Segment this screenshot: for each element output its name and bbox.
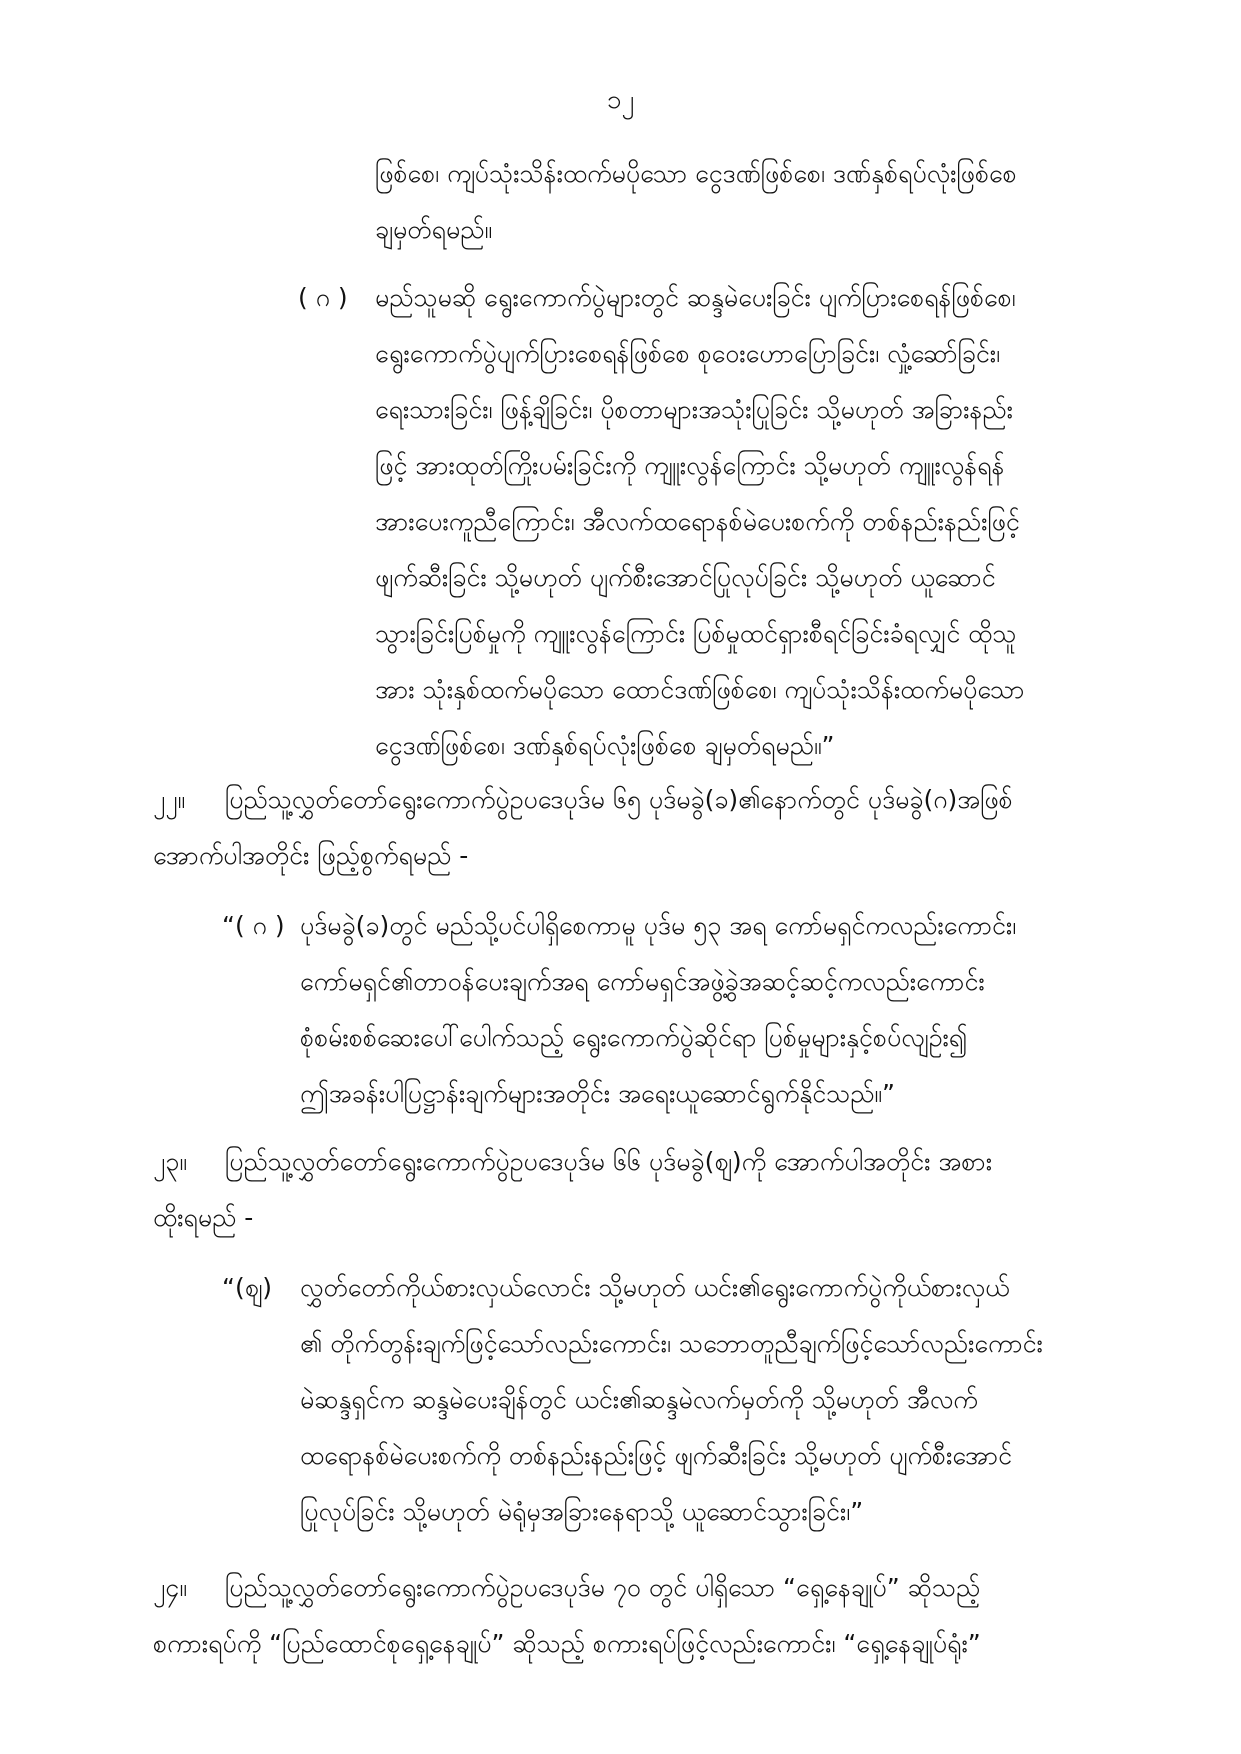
- section-23-quote-label: “(ဈ): [222, 1273, 273, 1302]
- section-22-quote-body: [300, 898, 1155, 1122]
- text-line: ပြုလုပ်ခြင်း သို့မဟုတ် မဲရုံမှအခြားနေရာသို့ ယူဆောင်သွားခြင်း၊”: [300, 1497, 864, 1526]
- text-line: ၂၂။ ပြည်သူ့လွှတ်တော်ရွေးကောက်ပွဲဥပဒေပုဒ်မ ၆၅ ပုဒ်မခွဲ(ခ)၏နောက်တွင် ပုဒ်မခွဲ(ဂ)အဖြစ်: [153, 772, 1155, 828]
- text-line: ငွေဒဏ်ဖြစ်စေ၊ ဒဏ်နှစ်ရပ်လုံးဖြစ်စေ ချမှတ်ရမည်။”: [375, 731, 835, 760]
- text-line: ထိုးရမည် -: [153, 1203, 254, 1232]
- text-line: အား သုံးနှစ်ထက်မပိုသော ထောင်ဒဏ်ဖြစ်စေ၊ ကျပ်သုံးသိန်းထက်မပိုသော: [375, 675, 1025, 704]
- page-number: ၁၂: [606, 85, 635, 115]
- section-22-quote-label: “( ဂ ): [222, 911, 285, 940]
- text-line: ချမှတ်ရမည်။: [375, 215, 493, 244]
- text-line: ဖြင့် အားထုတ်ကြိုးပမ်းခြင်းကို ကျူးလွန်ကြောင်း သို့မဟုတ် ကျူးလွန်ရန်: [375, 451, 1005, 480]
- text-line: စကားရပ်ကို “ပြည်ထောင်စုရှေ့နေချုပ်” ဆိုသည့် စကားရပ်ဖြင့်လည်းကောင်း၊ “ရှေ့နေချုပ်ရုံး”: [153, 1629, 981, 1658]
- text-line: မဲဆန္ဒရှင်က ဆန္ဒမဲပေးချိန်တွင် ယင်း၏ဆန္ဒမဲလက်မှတ်ကို သို့မဟုတ် အီလက်: [300, 1385, 978, 1414]
- text-line: ရွေးကောက်ပွဲပျက်ပြားစေရန်ဖြစ်စေ စုဝေးဟောပြောခြင်း၊ လှုံ့ဆော်ခြင်း၊: [375, 339, 1001, 368]
- section-23-quote-body: [300, 1260, 1155, 1540]
- text-line: အောက်ပါအတိုင်း ဖြည့်စွက်ရမည် -: [153, 841, 469, 870]
- section-22-heading: [153, 772, 1155, 884]
- section-number: ၂၂။: [153, 785, 186, 814]
- text-line: ၂၄။ ပြည်သူ့လွှတ်တော်ရွေးကောက်ပွဲဥပဒေပုဒ်မ ၇၀ တွင် ပါရှိသော “ရှေ့နေချုပ်” ဆိုသည့်: [153, 1560, 1155, 1616]
- section-number: ၂၃။: [153, 1147, 187, 1176]
- text-line: စုံစမ်းစစ်ဆေးပေါ်ပေါက်သည့် ရွေးကောက်ပွဲဆိုင်ရာ ပြစ်မှုများနှင့်စပ်လျဉ်း၍: [300, 1023, 968, 1052]
- text-line: ၂၃။ ပြည်သူ့လွှတ်တော်ရွေးကောက်ပွဲဥပဒေပုဒ်မ ၆၆ ပုဒ်မခွဲ(ဈ)ကို အောက်ပါအတိုင်း အစား: [153, 1134, 1155, 1190]
- clause-ga-body: [375, 270, 1155, 774]
- text-line: ပုဒ်မခွဲ(ခ)တွင် မည်သို့ပင်ပါရှိစေကာမူ ပုဒ်မ ၅၃ အရ ကော်မရှင်ကလည်းကောင်း၊: [300, 911, 1017, 940]
- text-line: ရေးသားခြင်း၊ ဖြန့်ချိခြင်း၊ ပိုစတာများအသုံးပြုခြင်း သို့မဟုတ် အခြားနည်း: [375, 395, 1013, 424]
- clause-ga-label: ( ဂ ): [298, 283, 348, 312]
- text-line: အားပေးကူညီကြောင်း၊ အီလက်ထရောနစ်မဲပေးစက်ကို တစ်နည်းနည်းဖြင့်: [375, 507, 1020, 536]
- text-line: လွှတ်တော်ကိုယ်စားလှယ်လောင်း သို့မဟုတ် ယင်း၏ရွေးကောက်ပွဲကိုယ်စားလှယ်: [300, 1273, 1010, 1302]
- text-line: သွားခြင်းပြစ်မှုကို ကျူးလွန်ကြောင်း ပြစ်မှုထင်ရှားစီရင်ခြင်းခံရလျှင် ထိုသူ: [375, 619, 1017, 648]
- text-line: မည်သူမဆို ရွေးကောက်ပွဲများတွင် ဆန္ဒမဲပေးခြင်း ပျက်ပြားစေရန်ဖြစ်စေ၊: [375, 283, 1016, 312]
- text-line: ထရောနစ်မဲပေးစက်ကို တစ်နည်းနည်းဖြင့် ဖျက်ဆီးခြင်း သို့မဟုတ် ပျက်စီးအောင်: [300, 1441, 1013, 1470]
- continuation-paragraph: [375, 146, 1155, 258]
- section-23-heading: [153, 1134, 1155, 1246]
- section-24-heading: [153, 1560, 1155, 1672]
- text-line: ဖြစ်စေ၊ ကျပ်သုံးသိန်းထက်မပိုသော ငွေဒဏ်ဖြစ်စေ၊ ဒဏ်နှစ်ရပ်လုံးဖြစ်စေ: [375, 159, 1017, 188]
- section-number: ၂၄။: [153, 1573, 187, 1602]
- text-line: ဤအခန်းပါပြဋ္ဌာန်းချက်များအတိုင်း အရေးယူဆောင်ရွက်နိုင်သည်။”: [300, 1079, 895, 1108]
- text-line: ကော်မရှင်၏တာဝန်ပေးချက်အရ ကော်မရှင်အဖွဲ့ခွဲအဆင့်ဆင့်ကလည်းကောင်း: [300, 967, 985, 996]
- text-line: ဖျက်ဆီးခြင်း သို့မဟုတ် ပျက်စီးအောင်ပြုလုပ်ခြင်း သို့မဟုတ် ယူဆောင်: [375, 563, 996, 592]
- text-line: ၏ တိုက်တွန်းချက်ဖြင့်သော်လည်းကောင်း၊ သဘောတူညီချက်ဖြင့်သော်လည်းကောင်း: [300, 1329, 1043, 1358]
